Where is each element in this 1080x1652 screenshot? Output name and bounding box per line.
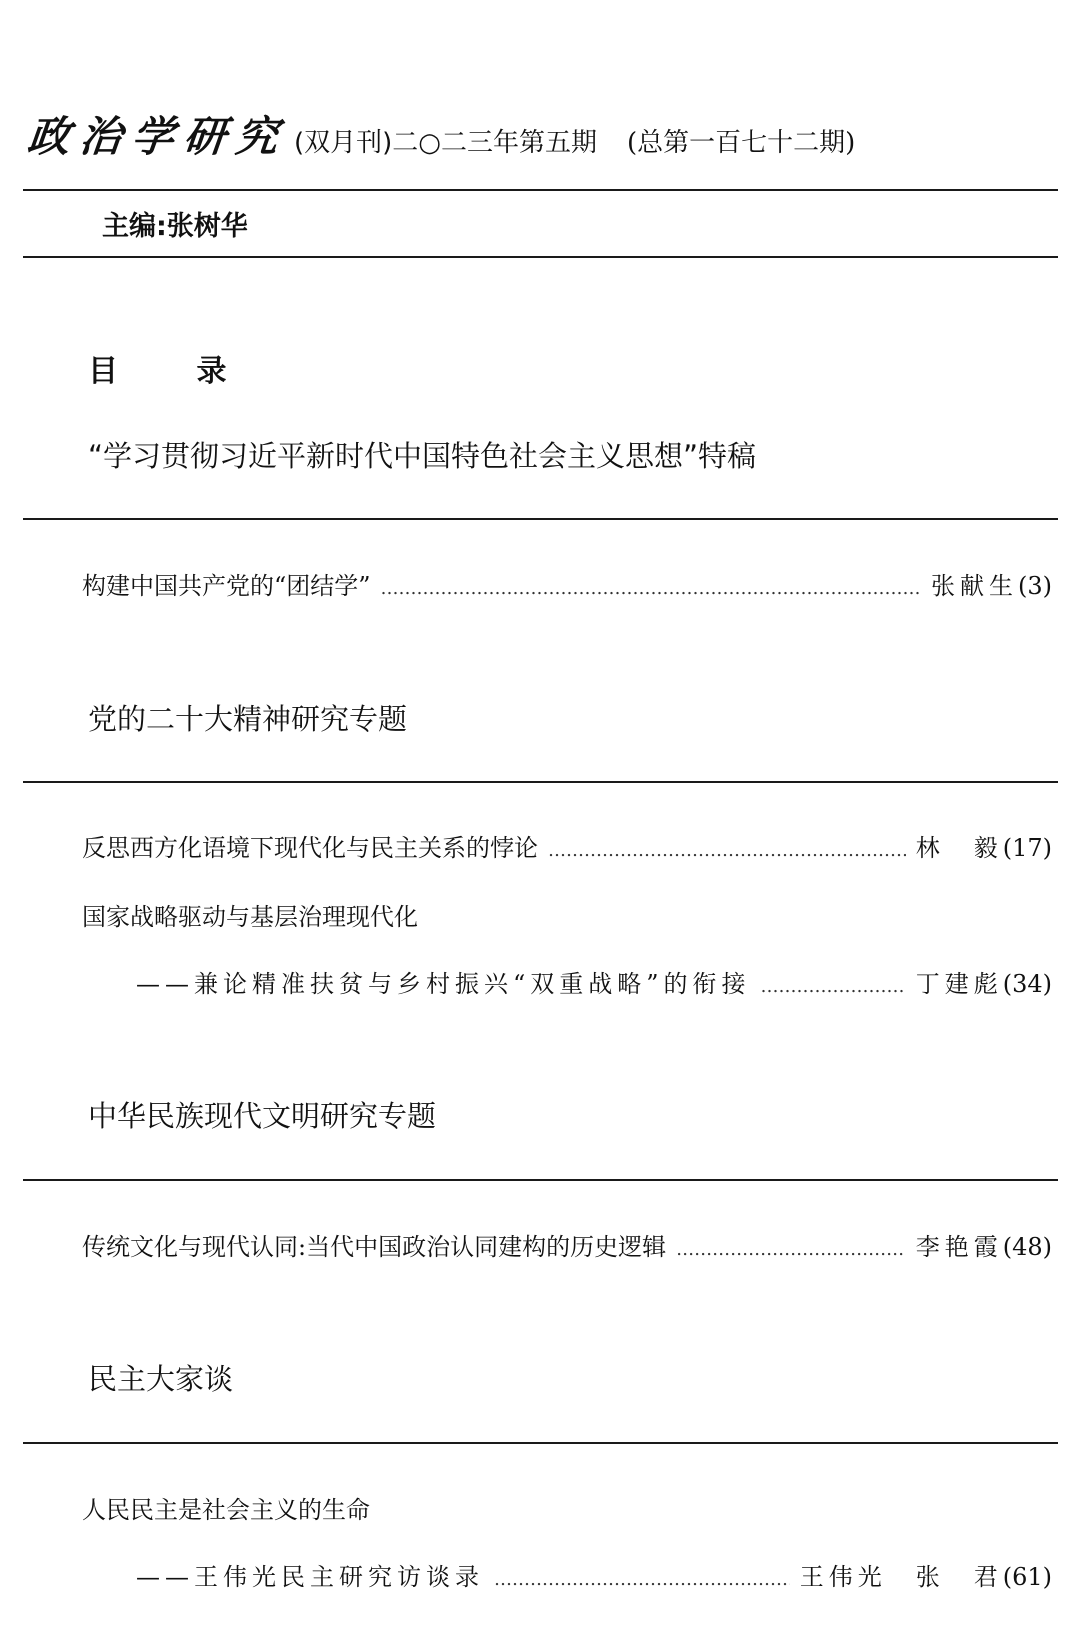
section-title: 党的二十大精神研究专题 (88, 702, 408, 736)
entry-title[interactable]: 国家战略驱动与基层治理现代化 (82, 903, 418, 931)
entry-title: 反思西方化语境下现代化与民主关系的悖论 (82, 834, 538, 862)
dot-leader (548, 840, 906, 861)
entry-author: 丁建彪 (915, 970, 1003, 998)
editor-divider (23, 256, 1058, 258)
entry-author: 张献生 (931, 572, 1018, 600)
section-title: 中华民族现代文明研究专题 (88, 1099, 437, 1133)
entry-author: 林 毅 (915, 834, 1003, 862)
toc-entry[interactable] (82, 1227, 1052, 1262)
toc-heading: 目 录 (88, 354, 261, 389)
entry-subtitle: ——兼论精准扶贫与乡村振兴“双重战略”的衔接 (136, 970, 751, 998)
dot-leader (494, 1569, 790, 1590)
entry-page: (3) (1018, 572, 1052, 600)
entry-title: 传统文化与现代认同:当代中国政治认同建构的历史逻辑 (82, 1233, 667, 1261)
entry-page: (17) (1002, 834, 1052, 862)
toc-entry[interactable] (136, 1557, 1052, 1592)
entry-page: (61) (1002, 1563, 1052, 1591)
entry-subtitle: ——王伟光民主研究访谈录 (136, 1563, 484, 1591)
entry-title: 构建中国共产党的“团结学” (82, 572, 371, 600)
section-title: 民主大家谈 (88, 1362, 234, 1396)
section-title: “学习贯彻习近平新时代中国特色社会主义思想”特稿 (88, 439, 757, 473)
toc-entry[interactable] (136, 964, 1052, 999)
entry-title[interactable]: 人民民主是社会主义的生命 (82, 1496, 370, 1524)
issue-info: (双月刊)二○二三年第五期 (294, 128, 597, 158)
masthead (25, 104, 856, 164)
toc-entry[interactable] (82, 828, 1052, 863)
section-divider (23, 781, 1058, 783)
entry-page: (34) (1002, 970, 1052, 998)
section-divider (23, 518, 1058, 520)
dot-leader (676, 1239, 906, 1260)
editor-line: 主编:张树华 (102, 211, 248, 242)
entry-author: 王伟光 张 君 (799, 1563, 1003, 1591)
dot-leader (381, 578, 921, 599)
journal-title: 政治学研究 (25, 112, 291, 161)
issue-total: (总第一百七十二期) (627, 128, 856, 158)
entry-author: 李艳霞 (915, 1233, 1003, 1261)
section-divider (23, 1442, 1058, 1444)
toc-entry[interactable] (82, 566, 1052, 601)
section-divider (23, 1179, 1058, 1181)
dot-leader (761, 976, 906, 997)
entry-page: (48) (1002, 1233, 1052, 1261)
masthead-divider (23, 189, 1058, 191)
